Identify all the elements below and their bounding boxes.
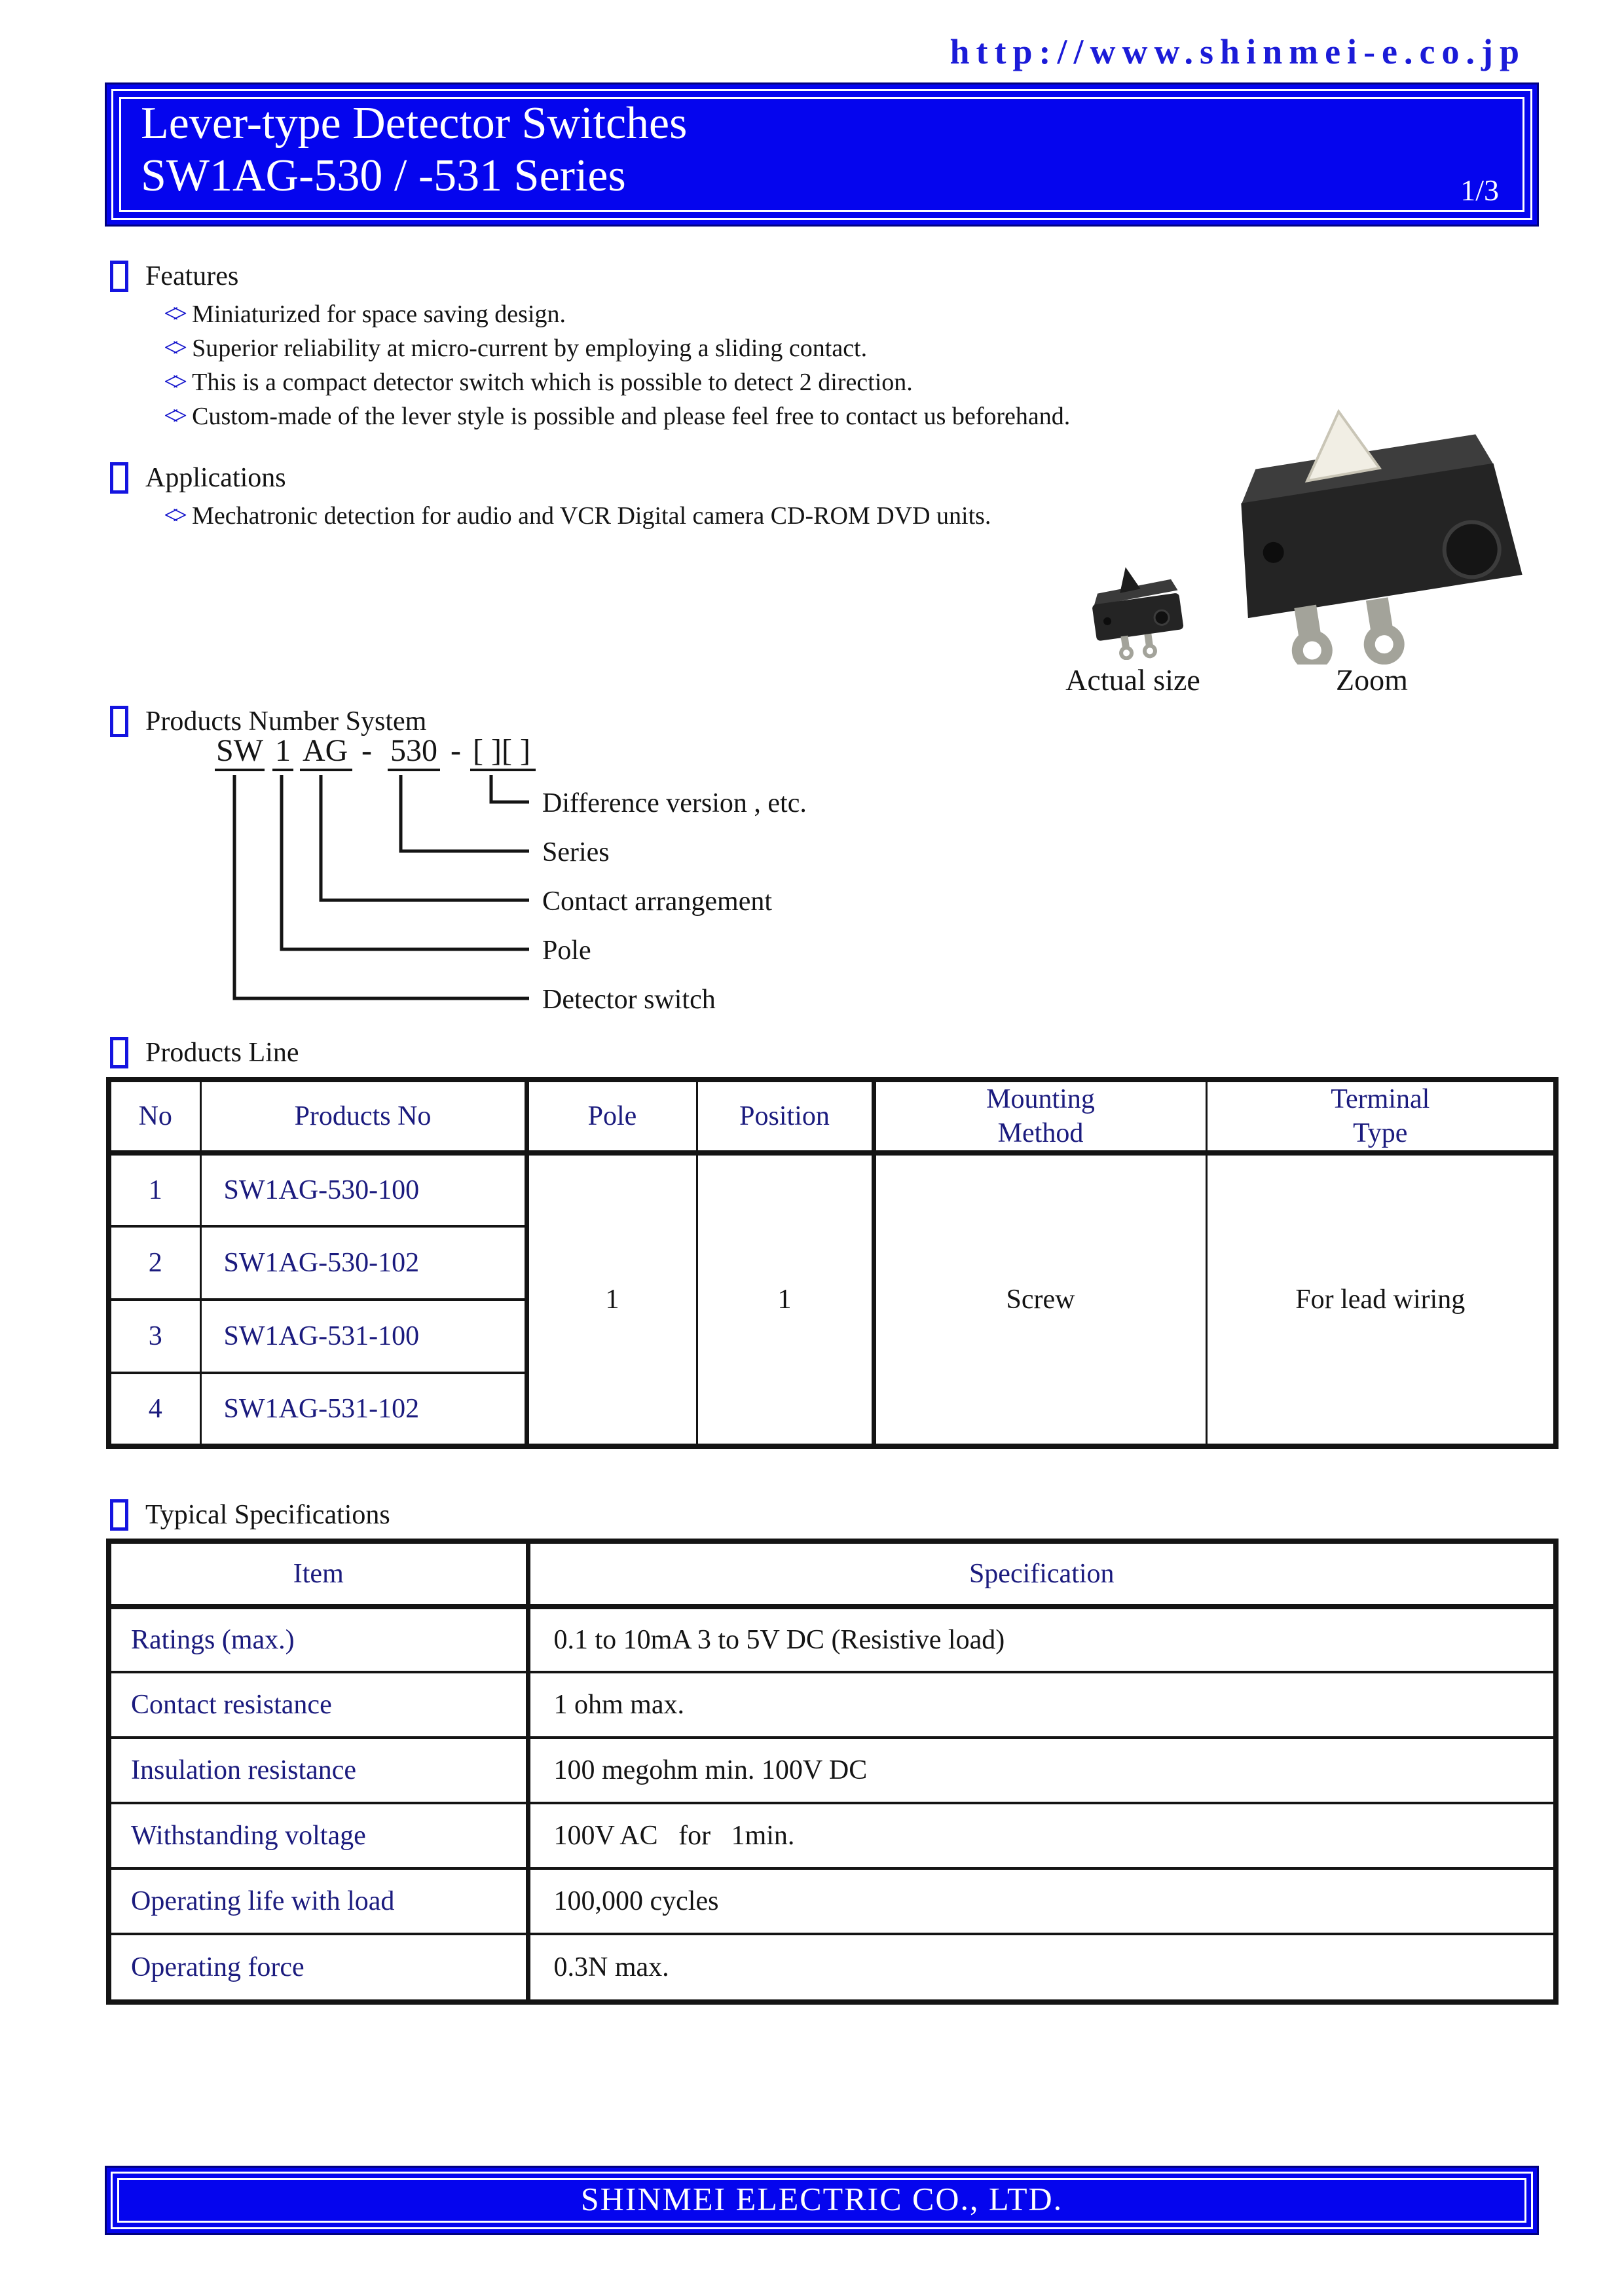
actual-size-photo [1077,562,1202,660]
spec-value: 1 ohm max. [528,1672,1556,1738]
pns-code-dash: - [361,733,372,768]
company-name: SHINMEI ELECTRIC CO., LTD. [580,2180,1063,2217]
products-line-table [106,1077,1559,1449]
col-header-products-no: Products No [200,1080,526,1153]
diamond-bullet-icon: <> [164,367,182,396]
page-number: 1/3 [1460,173,1499,207]
zoom-label: Zoom [1336,663,1408,697]
spec-item: Operating force [109,1934,528,2002]
feature-text: This is a compact detector switch which is possible to detect 2 direction. [192,369,913,396]
spec-value: 0.3N max. [528,1934,1556,2002]
feature-item [164,366,913,397]
application-item [164,500,991,530]
products-number-diagram [0,720,1624,1034]
applications-section-head [110,462,286,494]
row-products-no: SW1AG-531-102 [200,1373,526,1446]
feature-item [164,298,566,329]
table-row [109,1868,1556,1934]
spec-item: Ratings (max.) [109,1607,528,1672]
col-header-specification: Specification [528,1541,1556,1607]
table-row [109,1934,1556,2002]
applications-title: Applications [145,463,286,493]
site-url-link[interactable]: http://www.shinmei-e.co.jp [950,32,1526,71]
row-no: 4 [109,1373,200,1446]
header-title [141,98,687,202]
header-title-line2: SW1AG-530 / -531 Series [141,151,626,201]
col-header-terminal-line2: Type [1353,1118,1408,1148]
header-banner [105,82,1539,227]
features-title: Features [145,261,239,291]
products-line-title: Products Line [145,1038,299,1068]
section-marker-icon [110,1499,128,1531]
section-marker-icon [110,462,128,494]
products-header-row [109,1080,1556,1153]
row-no: 1 [109,1153,200,1226]
specs-title: Typical Specifications [145,1500,390,1530]
merged-mounting-cell: Screw [874,1153,1206,1446]
row-products-no: SW1AG-531-100 [200,1300,526,1373]
spec-value: 100V AC for 1min. [528,1803,1556,1868]
products-line-section-head [110,1037,299,1068]
table-row [109,1672,1556,1738]
specs-section-head [110,1499,390,1531]
pns-code-contact: AG [303,733,348,768]
feature-text: Superior reliability at micro-current by employing a sliding contact. [192,335,868,362]
spec-item: Insulation resistance [109,1738,528,1803]
col-header-pole: Pole [526,1080,697,1153]
pns-label: Detector switch [542,985,716,1015]
merged-terminal-cell: For lead wiring [1206,1153,1556,1446]
specifications-table [106,1539,1559,2005]
table-row [109,1153,1556,1226]
feature-text: Miniaturized for space saving design. [192,301,566,328]
col-header-position: Position [697,1080,874,1153]
diamond-bullet-icon: <> [164,299,182,328]
spec-value: 100,000 cycles [528,1868,1556,1934]
feature-item [164,332,867,363]
application-text: Mechatronic detection for audio and VCR Digital camera CD-ROM DVD units. [192,502,991,530]
col-header-mounting-line2: Method [997,1118,1084,1148]
spec-item: Contact resistance [109,1672,528,1738]
row-products-no: SW1AG-530-100 [200,1153,526,1226]
col-header-mounting-line1: Mounting [986,1084,1095,1114]
merged-position-cell: 1 [697,1153,874,1446]
merged-pole-cell: 1 [526,1153,697,1446]
pns-connectors [234,775,529,998]
pns-label: Difference version , etc. [542,788,807,818]
pns-label: Contact arrangement [542,886,773,917]
actual-size-label: Actual size [1065,663,1200,697]
feature-text: Custom-made of the lever style is possible and please feel free to contact us beforehand. [192,403,1071,430]
spec-item: Withstanding voltage [109,1803,528,1868]
spec-item: Operating life with load [109,1868,528,1934]
features-section-head [110,261,238,292]
zoom-photo [1218,403,1526,665]
pns-label: Pole [542,936,591,966]
col-header-no: No [109,1080,200,1153]
row-no: 2 [109,1226,200,1300]
row-no: 3 [109,1300,200,1373]
diamond-bullet-icon: <> [164,500,182,530]
table-row [109,1738,1556,1803]
pns-code-series: 530 [390,733,437,768]
section-marker-icon [110,1037,128,1068]
col-header-terminal-line1: Terminal [1331,1084,1430,1114]
table-row [109,1607,1556,1672]
pns-code-sw: SW [216,733,263,768]
row-products-no: SW1AG-530-102 [200,1226,526,1300]
pns-code-version: [ ][ ] [473,733,530,768]
pns-code-pole: 1 [275,733,291,768]
feature-item [164,400,1070,431]
spec-value: 100 megohm min. 100V DC [528,1738,1556,1803]
col-header-mounting-method [874,1080,1206,1153]
spec-value: 0.1 to 10mA 3 to 5V DC (Resistive load) [528,1607,1556,1672]
diamond-bullet-icon: <> [164,401,182,430]
col-header-item: Item [109,1541,528,1607]
pns-title: Products Number System [145,706,427,737]
diamond-bullet-icon: <> [164,333,182,362]
header-title-line1: Lever-type Detector Switches [141,98,688,149]
pns-code-dash: - [451,733,461,768]
section-marker-icon [110,261,128,292]
footer-banner [105,2166,1539,2235]
specs-header-row [109,1541,1556,1607]
pns-label: Series [542,837,610,867]
table-row [109,1803,1556,1868]
col-header-terminal-type [1206,1080,1556,1153]
